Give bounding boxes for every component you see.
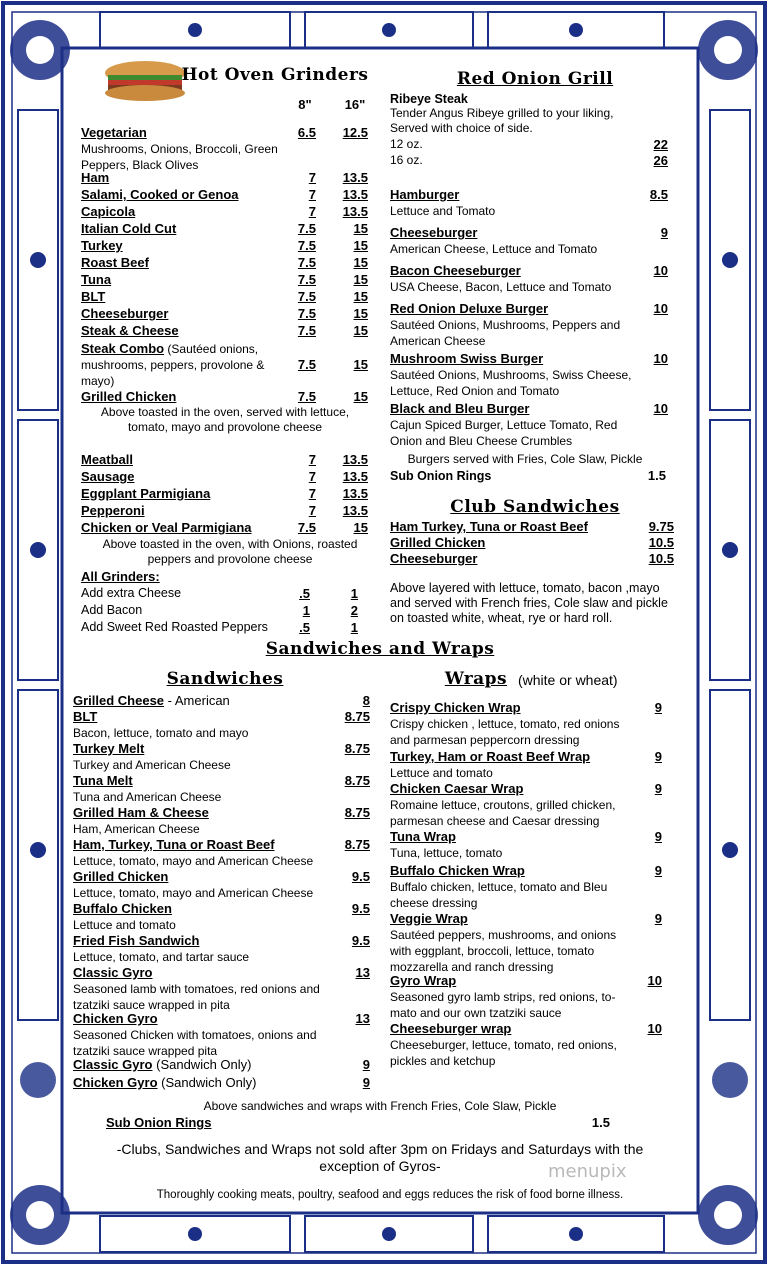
wrap-name: Gyro Wrap xyxy=(390,973,457,988)
grinder-item-2: Meatball xyxy=(81,452,134,467)
grinder-desc: (Sautéed onions, mushrooms, peppers, provolone & mayo) xyxy=(81,342,265,388)
grinder-price-large: 15 xyxy=(353,272,368,287)
wrap-desc: Sautéed peppers, mushrooms, and onions with eggplant, broccoli, lettuce, tomato mozzarella and ranch dressing xyxy=(390,928,617,974)
grinder-item xyxy=(81,341,279,389)
grill-item-desc: Cajun Spiced Burger, Lettuce Tomato, Red Onion and Bleu Cheese Crumbles xyxy=(390,418,618,448)
sandwich-name: Fried Fish Sandwich xyxy=(73,933,200,948)
grinder-item-2: Sausage xyxy=(81,469,135,484)
sandwich-item xyxy=(73,1011,335,1059)
food-safety-warning: Thoroughly cooking meats, poultry, seafood and eggs reduces the risk of food borne illness. xyxy=(156,1189,624,1201)
sandwich-name: Buffalo Chicken xyxy=(73,901,172,916)
grinder-name: Cheeseburger xyxy=(81,306,169,321)
grinder-item xyxy=(81,187,279,203)
wrap-price: 10 xyxy=(647,1021,662,1036)
onion-rings-name: Sub Onion Rings xyxy=(390,469,492,483)
grill-item-price: 9 xyxy=(660,225,668,240)
ribeye-price-2: 26 xyxy=(653,153,668,168)
sandwich-name: Chicken Gyro xyxy=(73,1075,158,1090)
sandwich-desc: Lettuce and tomato xyxy=(73,918,176,932)
wrap-name: Cheeseburger wrap xyxy=(390,1021,512,1036)
wrap-desc: Buffalo chicken, lettuce, tomato and Bleu cheese dressing xyxy=(390,880,608,910)
sandwich-price: 8.75 xyxy=(344,837,370,852)
menu-page xyxy=(70,55,690,1210)
sandwich-price: 9 xyxy=(362,1075,370,1090)
grinder-name: Ham xyxy=(81,170,110,185)
grinder-price-small: 7 xyxy=(308,204,316,219)
club-note: Above layered with lettuce, tomato, bacon ,mayo and served with French fries, Cole slaw and pickle on toasted white, wheat, rye or hard roll. xyxy=(390,581,668,625)
club-title: Club Sandwiches xyxy=(450,497,620,517)
wrap-price: 9 xyxy=(654,863,662,878)
addons-title: All Grinders: xyxy=(81,569,160,584)
wrap-name: Chicken Caesar Wrap xyxy=(390,781,524,796)
club-item-name: Grilled Chicken xyxy=(390,535,486,550)
sandwich-item xyxy=(73,965,335,1013)
grinder-item xyxy=(81,389,279,405)
watermark: menupix xyxy=(548,1161,627,1182)
grill-item-price: 10 xyxy=(653,351,668,366)
wrap-desc: Seasoned gyro lamb strips, red onions, to-mato and our own tzatziki sauce xyxy=(390,990,616,1020)
grinder-price-small: 7 xyxy=(308,187,316,202)
addon-name: Add Bacon xyxy=(81,603,143,617)
sandwich-name: Classic Gyro xyxy=(73,965,153,980)
wrap-name: Tuna Wrap xyxy=(390,829,456,844)
grinder-price-large: 15 xyxy=(353,357,368,372)
grill-item-price: 8.5 xyxy=(649,187,668,202)
wrap-desc: Romaine lettuce, croutons, grilled chicken, parmesan cheese and Caesar dressing xyxy=(390,798,616,828)
grill-item-desc: Lettuce and Tomato xyxy=(390,204,496,218)
sandwich-price: 9.5 xyxy=(351,901,370,916)
sandwiches-title: Sandwiches xyxy=(166,669,284,689)
addon-price-small: .5 xyxy=(299,586,310,601)
grill-item-desc: USA Cheese, Bacon, Lettuce and Tomato xyxy=(390,280,612,294)
grinder-price-small: 7.5 xyxy=(297,323,316,338)
sandwich-item xyxy=(73,901,335,933)
ribeye-size-1: 12 oz. xyxy=(390,137,423,151)
sandwich-name: Ham, Turkey, Tuna or Roast Beef xyxy=(73,837,275,852)
grinder-name: Italian Cold Cut xyxy=(81,221,177,236)
sandwich-desc: Turkey and American Cheese xyxy=(73,758,231,772)
grinder-name: BLT xyxy=(81,289,106,304)
size-large-header: 16" xyxy=(344,97,366,112)
sandwich-suffix: (Sandwich Only) xyxy=(157,1075,257,1090)
grinder-price-large: 13.5 xyxy=(342,170,368,185)
grinder-price-small: 7.5 xyxy=(297,221,316,236)
grinder-price-large: 15 xyxy=(353,221,368,236)
grinder-item xyxy=(81,221,279,237)
sandwich-item xyxy=(73,741,335,773)
sandwich-price: 8.75 xyxy=(344,709,370,724)
grinder-item-2: Eggplant Parmigiana xyxy=(81,486,211,501)
grinder-price-large: 15 xyxy=(353,255,368,270)
grill-item xyxy=(390,301,640,349)
sw-wraps-title: Sandwiches and Wraps xyxy=(265,639,495,659)
grinder-price-small: 7 xyxy=(308,469,316,484)
grinder-price-large: 15 xyxy=(353,238,368,253)
addon-name: Add extra Cheese xyxy=(81,586,182,600)
wrap-name: Turkey, Ham or Roast Beef Wrap xyxy=(390,749,591,764)
wraps-subtitle: (white or wheat) xyxy=(518,672,618,688)
footer-note: Above sandwiches and wraps with French Fries, Cole Slaw, Pickle xyxy=(203,1099,557,1113)
grill-item-name: Cheeseburger xyxy=(390,225,478,240)
grinder-name: Salami, Cooked or Genoa xyxy=(81,187,239,202)
wraps-title: Wraps xyxy=(444,669,508,689)
grinder-item-2: Pepperoni xyxy=(81,503,145,518)
grill-item-price: 10 xyxy=(653,401,668,416)
sandwich-price: 9.5 xyxy=(351,933,370,948)
grinder-price-large: 13.5 xyxy=(342,187,368,202)
grinder-name: Roast Beef xyxy=(81,255,149,270)
sandwich-item xyxy=(73,693,335,709)
sandwich-price: 8.75 xyxy=(344,805,370,820)
wrap-item xyxy=(390,749,640,781)
wrap-price: 10 xyxy=(647,973,662,988)
grinder-price-small: 7 xyxy=(308,452,316,467)
grinder-item xyxy=(81,170,279,186)
grinder-item xyxy=(81,238,279,254)
grinder-price-small: 7.5 xyxy=(297,272,316,287)
wrap-desc: Crispy chicken , lettuce, tomato, red onions and parmesan peppercorn dressing xyxy=(390,717,620,747)
grinder-price-small: 7.5 xyxy=(297,255,316,270)
grill-item-price: 10 xyxy=(653,263,668,278)
addon-price-large: 2 xyxy=(350,603,358,618)
grinder-item xyxy=(81,306,279,322)
grinder-item xyxy=(81,272,279,288)
grinder-item xyxy=(81,125,279,173)
grill-item xyxy=(390,263,640,295)
grinder-name: Capicola xyxy=(81,204,136,219)
grill-item xyxy=(390,225,640,257)
ribeye-name: Ribeye Steak xyxy=(390,92,468,106)
wrap-item xyxy=(390,863,640,911)
grinder-price-small: 7.5 xyxy=(297,357,316,372)
grinder-price-small: 7 xyxy=(308,503,316,518)
onion-rings-price: 1.5 xyxy=(647,468,666,483)
sandwich-item xyxy=(73,805,335,837)
wrap-item xyxy=(390,1021,640,1069)
sandwich-item xyxy=(73,773,335,805)
grinders-note-1: Above toasted in the oven, served with lettuce, tomato, mayo and provolone cheese xyxy=(100,405,350,434)
club-item-price: 9.75 xyxy=(648,519,674,534)
sandwich-price: 9 xyxy=(362,1057,370,1072)
grill-item-name: Black and Bleu Burger xyxy=(390,401,530,416)
wrap-price: 9 xyxy=(654,829,662,844)
ribeye-price-1: 22 xyxy=(653,137,668,152)
sandwich-desc: Lettuce, tomato, mayo and American Cheese xyxy=(73,886,314,900)
sandwich-price: 8.75 xyxy=(344,741,370,756)
wrap-item xyxy=(390,911,640,975)
wrap-desc: Cheeseburger, lettuce, tomato, red onions, pickles and ketchup xyxy=(390,1038,617,1068)
grinder-item xyxy=(81,323,279,339)
grinder-price-large: 13.5 xyxy=(342,204,368,219)
grinder-price-large: 15 xyxy=(353,389,368,404)
sandwich-desc: Ham, American Cheese xyxy=(73,822,200,836)
sandwich-item xyxy=(73,933,335,965)
addon-price-small: 1 xyxy=(302,603,310,618)
wrap-item xyxy=(390,700,640,748)
sandwich-item xyxy=(73,1057,335,1073)
grinder-name: Steak Combo xyxy=(81,341,165,356)
sandwich-desc: Seasoned lamb with tomatoes, red onions and tzatziki sauce wrapped in pita xyxy=(73,982,320,1012)
sandwich-item xyxy=(73,709,335,741)
grill-item xyxy=(390,401,640,449)
sandwich-name: BLT xyxy=(73,709,98,724)
grinder-price-large: 15 xyxy=(353,306,368,321)
sandwich-suffix: - American xyxy=(164,693,230,708)
grill-item-name: Red Onion Deluxe Burger xyxy=(390,301,549,316)
grill-item-desc: Sautéed Onions, Mushrooms, Peppers and American Cheese xyxy=(390,318,621,348)
club-item-name: Cheeseburger xyxy=(390,551,478,566)
grill-item-name: Mushroom Swiss Burger xyxy=(390,351,544,366)
addon-name: Add Sweet Red Roasted Peppers xyxy=(81,620,268,634)
sandwich-desc: Seasoned Chicken with tomatoes, onions and tzatziki sauce wrapped pita xyxy=(73,1028,317,1058)
grinder-item xyxy=(81,204,279,220)
grinder-name: Vegetarian xyxy=(81,125,147,140)
sandwich-item xyxy=(73,869,335,901)
club-item-name: Ham Turkey, Tuna or Roast Beef xyxy=(390,519,588,534)
grinder-price-small: 6.5 xyxy=(297,125,316,140)
grill-item-desc: American Cheese, Lettuce and Tomato xyxy=(390,242,598,256)
grill-title: Red Onion Grill xyxy=(456,69,614,89)
club-item-price: 10.5 xyxy=(648,551,674,566)
sandwich-price: 13 xyxy=(355,965,370,980)
grinder-name: Turkey xyxy=(81,238,123,253)
burgers-note: Burgers served with Fries, Cole Slaw, Pickle xyxy=(407,452,643,466)
grinders-title: Hot Oven Grinders xyxy=(181,65,369,85)
sandwich-name: Chicken Gyro xyxy=(73,1011,158,1026)
grinder-price-large: 13.5 xyxy=(342,452,368,467)
wrap-item xyxy=(390,829,640,861)
grinder-price-small: 7.5 xyxy=(297,306,316,321)
sandwich-price: 13 xyxy=(355,1011,370,1026)
wrap-name: Crispy Chicken Wrap xyxy=(390,700,521,715)
footer-rings-name: Sub Onion Rings xyxy=(106,1115,212,1130)
grinder-price-large: 15 xyxy=(353,323,368,338)
ribeye-size-2: 16 oz. xyxy=(390,153,423,167)
wrap-desc: Lettuce and tomato xyxy=(390,766,493,780)
grill-item-name: Hamburger xyxy=(390,187,460,202)
grinder-price-small: 7.5 xyxy=(297,389,316,404)
grinder-name: Grilled Chicken xyxy=(81,389,177,404)
wrap-price: 9 xyxy=(654,749,662,764)
grinder-price-large: 15 xyxy=(353,289,368,304)
grinder-price-small: 7.5 xyxy=(297,289,316,304)
wrap-name: Veggie Wrap xyxy=(390,911,468,926)
sandwich-desc: Lettuce, tomato, mayo and American Cheese xyxy=(73,854,314,868)
sandwich-name: Grilled Chicken xyxy=(73,869,169,884)
sub-sandwich-icon xyxy=(102,57,188,103)
grinder-price-large: 13.5 xyxy=(342,486,368,501)
sandwich-name: Grilled Ham & Cheese xyxy=(73,805,209,820)
footer-notice: -Clubs, Sandwiches and Wraps not sold after 3pm on Fridays and Saturdays with the exception of Gyros- xyxy=(116,1141,644,1174)
wrap-price: 9 xyxy=(654,781,662,796)
addon-price-large: 1 xyxy=(350,586,358,601)
sandwich-desc: Lettuce, tomato, and tartar sauce xyxy=(73,950,250,964)
grinder-item xyxy=(81,289,279,305)
wrap-item xyxy=(390,781,640,829)
grinder-price-large: 12.5 xyxy=(342,125,368,140)
footer-rings-price: 1.5 xyxy=(591,1115,610,1130)
grinder-name: Steak & Cheese xyxy=(81,323,179,338)
sandwich-desc: Tuna and American Cheese xyxy=(73,790,222,804)
grinder-item xyxy=(81,255,279,271)
grinder-price-small: 7.5 xyxy=(297,520,316,535)
sandwich-suffix: (Sandwich Only) xyxy=(152,1057,252,1072)
ribeye-desc: Tender Angus Ribeye grilled to your liking, Served with choice of side. xyxy=(390,106,614,135)
grill-item xyxy=(390,351,640,399)
sandwich-name: Classic Gyro xyxy=(73,1057,153,1072)
wrap-desc: Tuna, lettuce, tomato xyxy=(390,846,503,860)
grinder-name: Tuna xyxy=(81,272,112,287)
sandwich-item xyxy=(73,837,335,869)
wrap-price: 9 xyxy=(654,700,662,715)
sandwich-desc: Bacon, lettuce, tomato and mayo xyxy=(73,726,249,740)
grill-item-desc: Sautéed Onions, Mushrooms, Swiss Cheese, Lettuce, Red Onion and Tomato xyxy=(390,368,632,398)
sandwich-item xyxy=(73,1075,335,1091)
grinder-price-large: 15 xyxy=(353,520,368,535)
grill-item-name: Bacon Cheeseburger xyxy=(390,263,521,278)
wrap-price: 9 xyxy=(654,911,662,926)
sandwich-name: Grilled Cheese xyxy=(73,693,165,708)
sandwich-price: 9.5 xyxy=(351,869,370,884)
grinder-price-small: 7 xyxy=(308,486,316,501)
sandwich-name: Tuna Melt xyxy=(73,773,133,788)
grinder-price-small: 7.5 xyxy=(297,238,316,253)
grinder-price-small: 7 xyxy=(308,170,316,185)
addon-price-small: .5 xyxy=(299,620,310,635)
size-small-header: 8" xyxy=(298,97,312,112)
grill-item-price: 10 xyxy=(653,301,668,316)
wrap-name: Buffalo Chicken Wrap xyxy=(390,863,525,878)
sandwich-name: Turkey Melt xyxy=(73,741,145,756)
wrap-item xyxy=(390,973,640,1021)
addon-price-large: 1 xyxy=(350,620,358,635)
sandwich-price: 8 xyxy=(362,693,370,708)
grinder-item-2: Chicken or Veal Parmigiana xyxy=(81,520,252,535)
sandwich-price: 8.75 xyxy=(344,773,370,788)
grinder-desc: Mushrooms, Onions, Broccoli, Green Peppers, Black Olives xyxy=(81,142,278,172)
grinders-note-2: Above toasted in the oven, with Onions, roasted peppers and provolone cheese xyxy=(102,537,358,566)
club-item-price: 10.5 xyxy=(648,535,674,550)
grill-item xyxy=(390,187,640,219)
grinder-price-large: 13.5 xyxy=(342,469,368,484)
grinder-price-large: 13.5 xyxy=(342,503,368,518)
